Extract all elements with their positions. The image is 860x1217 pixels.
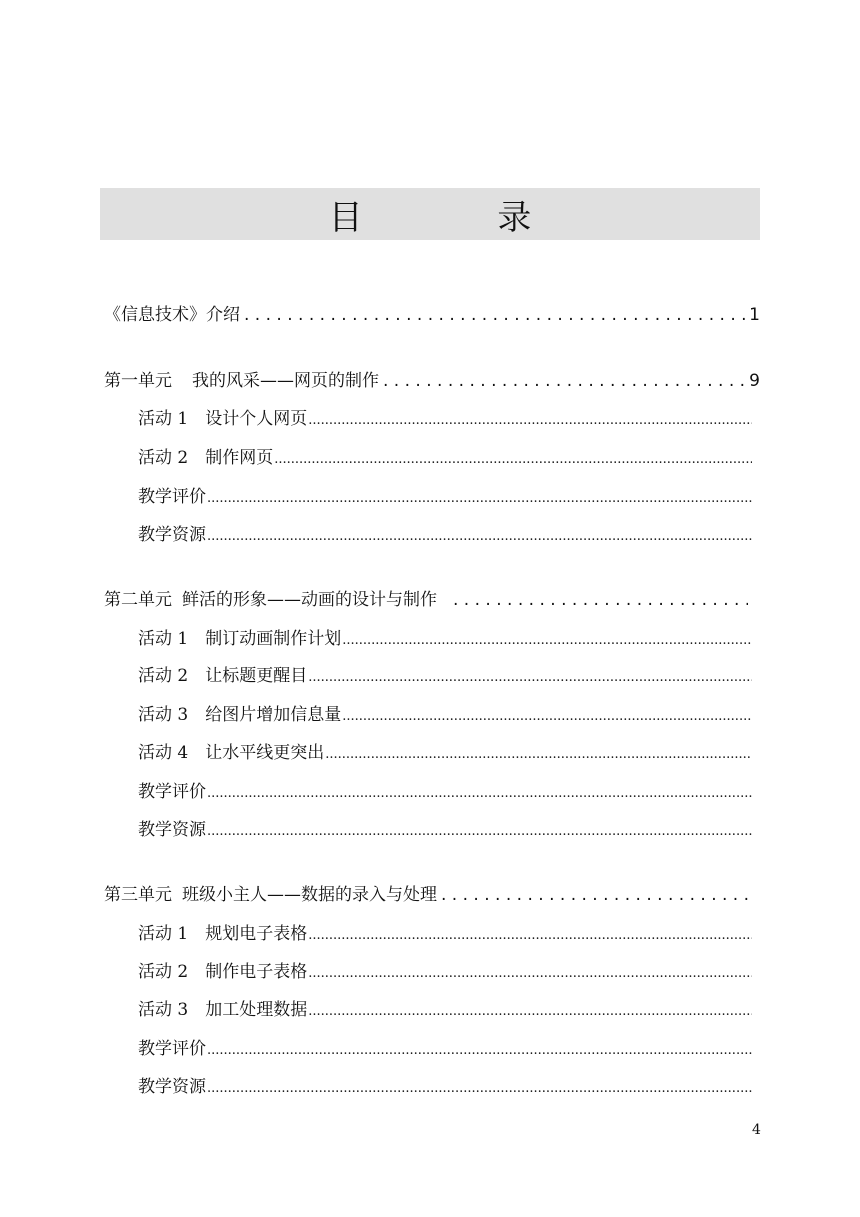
unit-number: 第三单元 [104,885,172,905]
toc-entry-label [104,880,437,905]
leader-dots [274,448,752,468]
leader-dots [308,924,752,944]
toc-subentry-label: 教学资源 [138,525,206,545]
leader-dots [308,1000,752,1020]
leader-dots [207,1077,752,1097]
unit-title: 鲜活的形象——动画的设计与制作 [182,590,437,610]
leader-dots [207,487,752,507]
toc-subentry[interactable] [138,919,752,944]
toc-subentry-label: 活动 4 让水平线更突出 [138,743,325,763]
toc-entry-unit-1[interactable] [104,366,760,391]
unit-title: 我的风采——网页的制作 [192,371,379,391]
toc-title-bar [100,188,760,240]
toc-subentry-label: 教学评价 [138,487,206,507]
toc-page-number: 9 [749,371,760,391]
leader-dots [207,525,752,545]
toc-subentry[interactable] [138,520,752,545]
toc-subentry-label: 活动 1 规划电子表格 [138,924,308,944]
toc-entry-label [104,366,379,391]
toc-subentry-label: 活动 2 让标题更醒目 [138,666,308,686]
toc-subentry-label: 教学评价 [138,1039,206,1059]
toc-subentry[interactable] [138,995,752,1020]
leader-dots [342,705,752,725]
toc-entry-intro[interactable] [104,300,760,325]
leader-dots [207,820,752,840]
toc-subentry[interactable] [138,1072,752,1097]
leader-dots [244,305,745,325]
toc-subentry[interactable] [138,815,752,840]
toc-entry-label [104,585,437,610]
toc-subentry-label: 活动 3 给图片增加信息量 [138,705,342,725]
unit-title: 班级小主人——数据的录入与处理 [182,885,437,905]
leader-dots [207,1039,752,1059]
toc-subentry-label: 教学资源 [138,820,206,840]
toc-subentry[interactable] [138,624,752,649]
leader-dots [383,371,745,391]
toc-subentry[interactable] [138,777,752,802]
toc-subentry[interactable] [138,404,752,429]
unit-number: 第一单元 [104,371,172,391]
toc-subentry[interactable] [138,1034,752,1059]
toc-subentry-label: 教学评价 [138,782,206,802]
unit-number: 第二单元 [104,590,172,610]
toc-subentry[interactable] [138,661,752,686]
toc-subentry[interactable] [138,482,752,507]
toc-subentry[interactable] [138,957,752,982]
toc-subentry[interactable] [138,700,752,725]
leader-dots [308,962,752,982]
toc-subentry-label: 教学资源 [138,1077,206,1097]
leader-dots [207,782,752,802]
toc-subentry[interactable] [138,738,752,763]
page-title: 目 录 [328,197,594,238]
leader-dots [342,629,752,649]
leader-dots [308,409,752,429]
toc-subentry[interactable] [138,443,752,468]
toc-entry-unit-2[interactable] [104,585,760,610]
leader-dots [441,885,748,905]
toc-subentry-label: 活动 3 加工处理数据 [138,1000,308,1020]
leader-dots [308,666,752,686]
toc-subentry-label: 活动 2 制作电子表格 [138,962,308,982]
toc-page-number: 1 [749,305,760,325]
toc-entry-label: 《信息技术》介绍 [104,305,240,325]
toc-subentry-label: 活动 1 设计个人网页 [138,409,308,429]
leader-dots [325,743,752,763]
page-number: 4 [752,1122,761,1138]
toc-entry-unit-3[interactable] [104,880,760,905]
toc-subentry-label: 活动 2 制作网页 [138,448,274,468]
toc-subentry-label: 活动 1 制订动画制作计划 [138,629,342,649]
leader-dots [453,590,748,610]
